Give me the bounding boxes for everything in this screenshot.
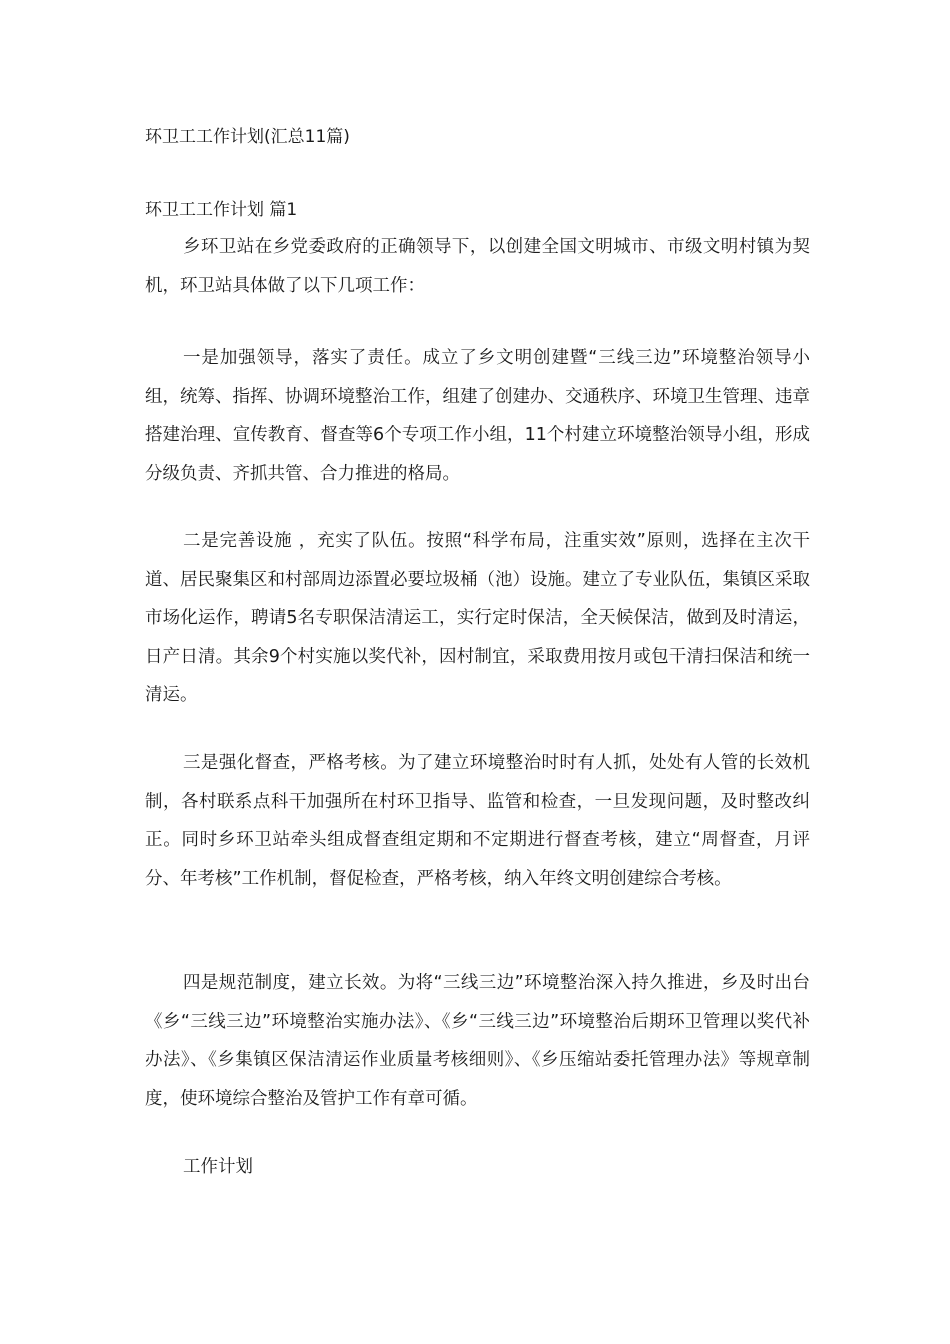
- section-heading: 环卫工工作计划 篇1: [145, 200, 298, 220]
- document-title: 环卫工工作计划(汇总11篇): [145, 127, 350, 147]
- paragraph-point-1: 一是加强领导，落实了责任。成立了乡文明创建暨“三线三边”环境整治领导小组，统筹、指挥、协调环境整治工作，组建了创建办、交通秩序、环境卫生管理、违章搭建治理、宣传教育、督查等6个专项工作小组，11个村建立环境整治领导小组，形成分级负责、齐抓共管、合力推进的格局。: [145, 348, 810, 484]
- paragraph-work-plan: 工作计划: [183, 1157, 253, 1177]
- paragraph-intro: 乡环卫站在乡党委政府的正确领导下，以创建全国文明城市、市级文明村镇为契机，环卫站具体做了以下几项工作：: [145, 237, 810, 296]
- paragraph-point-3: 三是强化督查，严格考核。为了建立环境整治时时有人抓，处处有人管的长效机制，各村联系点科干加强所在村环卫指导、监管和检查，一旦发现问题，及时整改纠正。同时乡环卫站牵头组成督查组定期和不定期进行督查考核，建立“周督查，月评分、年考核”工作机制，督促检查，严格考核，纳入年终文明创建综合考核。: [145, 753, 810, 889]
- paragraph-point-4: 四是规范制度，建立长效。为将“三线三边”环境整治深入持久推进，乡及时出台《乡“三线三边”环境整治实施办法》、《乡“三线三边”环境整治后期环卫管理以奖代补办法》、《乡集镇区保洁清运作业质量考核细则》、《乡压缩站委托管理办法》等规章制度，使环境综合整治及管护工作有章可循。: [145, 973, 810, 1109]
- paragraph-point-2: 二是完善设施 ，充实了队伍。按照“科学布局，注重实效”原则，选择在主次干道、居民聚集区和村部周边添置必要垃圾桶（池）设施。建立了专业队伍，集镇区采取市场化运作，聘请5名专职保洁清运工，实行定时保洁，全天候保洁，做到及时清运，日产日清。其余9个村实施以奖代补，因村制宜，采取费用按月或包干清扫保洁和统一清运。: [145, 531, 810, 706]
